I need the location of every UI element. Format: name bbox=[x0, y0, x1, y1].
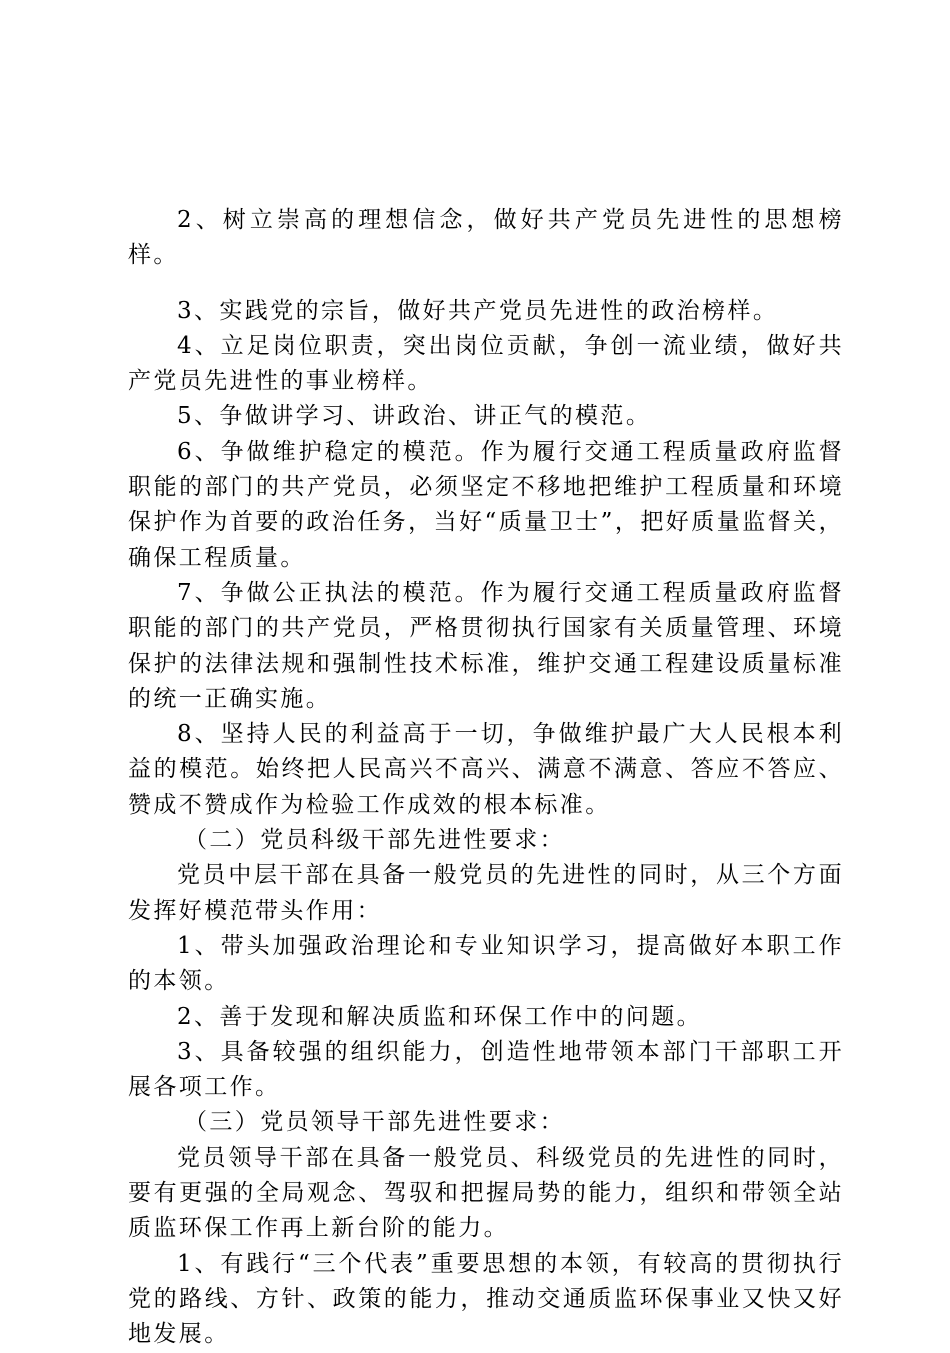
paragraph: 2、树立崇高的理想信念，做好共产党员先进性的思想榜样。 bbox=[128, 207, 844, 269]
paragraph: 5、争做讲学习、讲政治、讲正气的模范。 bbox=[177, 403, 652, 430]
paragraph: 2、善于发现和解决质监和环保工作中的问题。 bbox=[177, 1003, 703, 1030]
paragraph: 7、争做公正执法的模范。作为履行交通工程质量政府监督职能的部门的共产党员，严格贯彻执行国家有关质量管理、环境保护的法律法规和强制性技术标准，维护交通工程建设质量标准的统一正确实施。 bbox=[128, 579, 844, 712]
section-heading: （二）党员科级干部先进性要求： bbox=[184, 827, 565, 854]
document-body bbox=[128, 203, 844, 1353]
paragraph: 4、立足岗位职责，突出岗位贡献，争创一流业绩，做好共产党员先进性的事业榜样。 bbox=[128, 332, 844, 395]
paragraph: 8、坚持人民的利益高于一切，争做维护最广大人民根本利益的模范。始终把人民高兴不高兴、满意不满意、答应不答应、赞成不赞成作为检验工作成效的根本标准。 bbox=[128, 721, 844, 818]
paragraph: 6、争做维护稳定的模范。作为履行交通工程质量政府监督职能的部门的共产党员，必须坚定不移地把维护工程质量和环境保护作为首要的政治任务，当好“质量卫士”，把好质量监督关，确保工程质量。 bbox=[128, 438, 844, 571]
paragraph: 1、带头加强政治理论和专业知识学习，提高做好本职工作的本领。 bbox=[128, 932, 844, 995]
paragraph: 党员领导干部在具备一般党员、科级党员的先进性的同时，要有更强的全局观念、驾驭和把握局势的能力，组织和带领全站质监环保工作再上新台阶的能力。 bbox=[128, 1144, 844, 1242]
paragraph: 3、具备较强的组织能力，创造性地带领本部门干部职工开展各项工作。 bbox=[128, 1038, 844, 1101]
paragraph: 3、实践党的宗旨，做好共产党员先进性的政治榜样。 bbox=[177, 297, 779, 324]
paragraph: 党员中层干部在具备一般党员的先进性的同时，从三个方面发挥好模范带头作用： bbox=[128, 862, 844, 924]
section-heading: （三）党员领导干部先进性要求： bbox=[184, 1109, 565, 1136]
paragraph: 1、有践行“三个代表”重要思想的本领，有较高的贯彻执行党的路线、方针、政策的能力，推动交通质监环保事业又快又好地发展。 bbox=[128, 1250, 844, 1348]
